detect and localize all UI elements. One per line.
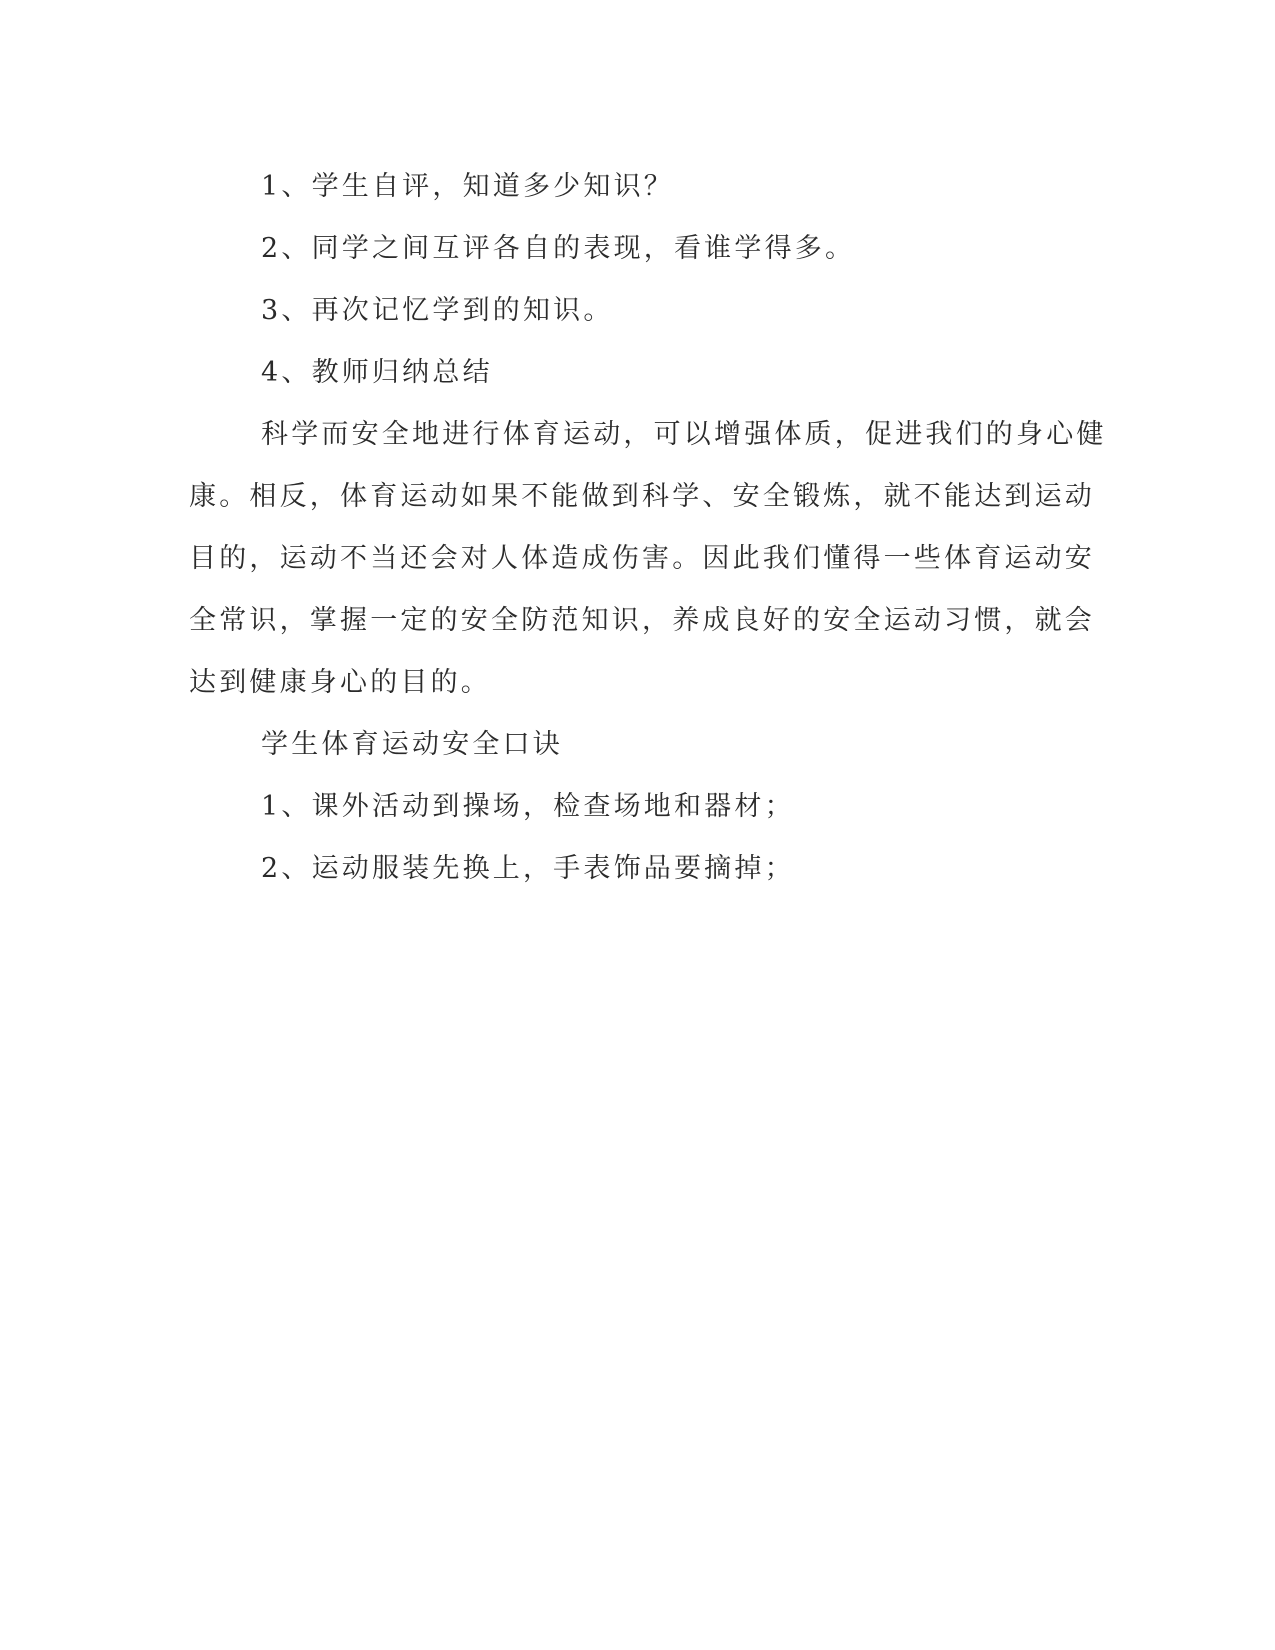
summary-line-5: 达到健康身心的目的。 (189, 667, 491, 698)
summary-line-4: 全常识，掌握一定的安全防范知识，养成良好的安全运动习惯，就会 (189, 605, 1095, 636)
summary-line-3: 目的，运动不当还会对人体造成伤害。因此我们懂得一些体育运动安 (189, 543, 1095, 574)
summary-line-2: 康。相反，体育运动如果不能做到科学、安全锻炼，就不能达到运动 (189, 481, 1095, 512)
summary-paragraph (189, 404, 1107, 714)
eval-item-2: 2、同学之间互评各自的表现，看谁学得多。 (261, 233, 856, 264)
eval-item-3: 3、再次记忆学到的知识。 (261, 295, 614, 326)
rhyme-item-2: 2、运动服装先换上，手表饰品要摘掉； (261, 853, 795, 884)
summary-line-1: 科学而安全地进行体育运动，可以增强体质，促进我们的身心健 (261, 419, 1107, 450)
document-body (189, 156, 1107, 900)
eval-item-1: 1、学生自评，知道多少知识？ (261, 171, 674, 202)
eval-item-4: 4、教师归纳总结 (261, 357, 493, 388)
rhyme-item-1: 1、课外活动到操场，检查场地和器材； (261, 791, 795, 822)
rhyme-title: 学生体育运动安全口诀 (261, 729, 563, 760)
